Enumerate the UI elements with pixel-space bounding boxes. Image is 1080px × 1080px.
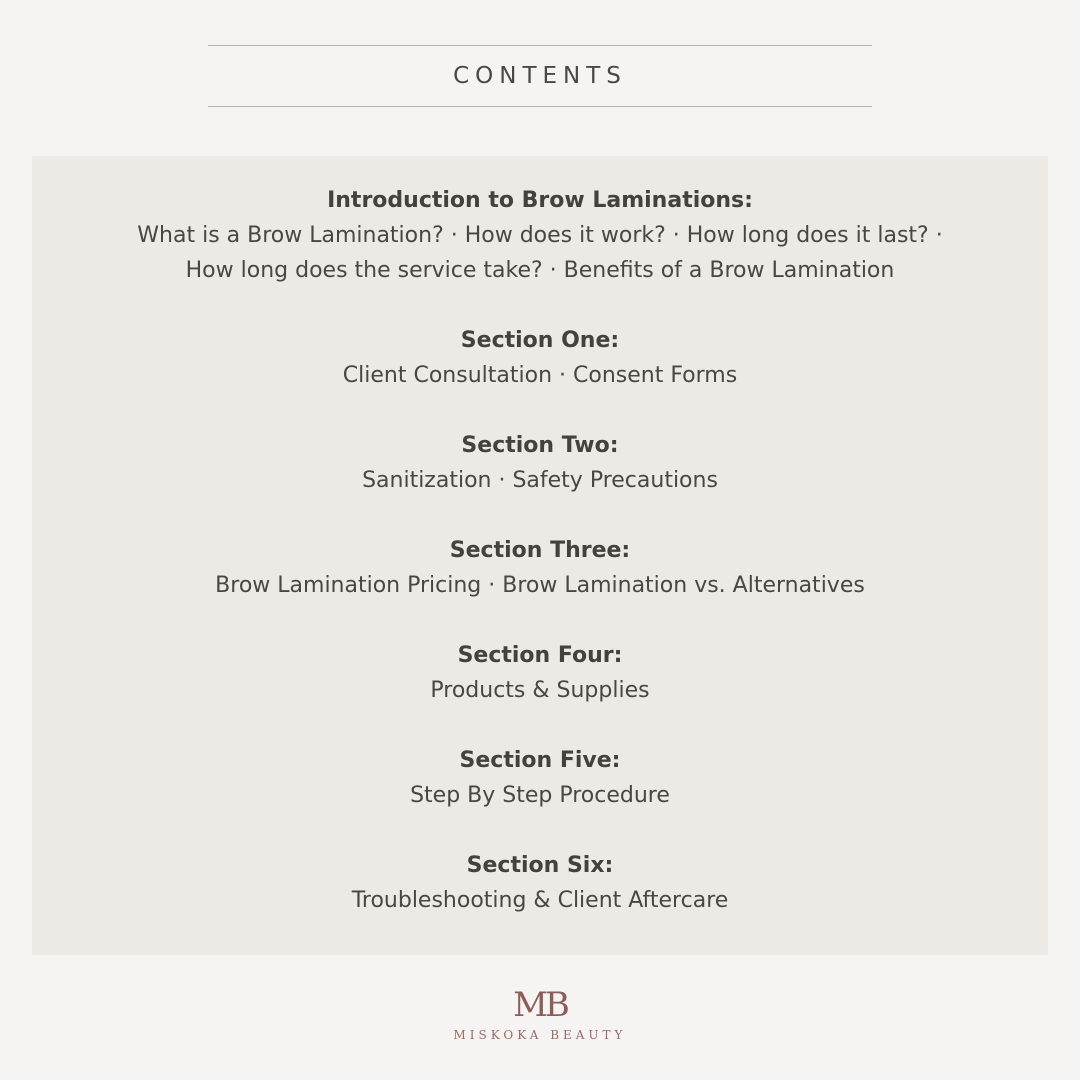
section-two xyxy=(32,428,1048,498)
page-title: CONTENTS xyxy=(453,63,627,89)
header-bottom-rule xyxy=(208,106,872,107)
section-five xyxy=(32,743,1048,813)
section-topics: Troubleshooting & Client Aftercare xyxy=(351,888,729,913)
section-heading: Introduction to Brow Laminations: xyxy=(327,188,753,213)
logo-wordmark: MISKOKA BEAUTY xyxy=(453,1028,627,1042)
logo-monogram: MB xyxy=(513,985,567,1025)
section-topics: How long does the service take? · Benefits of a Brow Lamination xyxy=(185,258,895,283)
section-three xyxy=(32,533,1048,603)
section-topics: Brow Lamination Pricing · Brow Lamination vs. Alternatives xyxy=(215,573,865,598)
section-topics: Products & Supplies xyxy=(430,678,650,703)
section-six xyxy=(32,848,1048,918)
contents-panel xyxy=(32,156,1048,955)
section-topics: Client Consultation · Consent Forms xyxy=(342,363,738,388)
section-heading: Section Six: xyxy=(466,853,614,878)
section-introduction xyxy=(32,183,1048,288)
section-heading: Section Five: xyxy=(459,748,621,773)
section-four xyxy=(32,638,1048,708)
section-one xyxy=(32,323,1048,393)
section-topics: Step By Step Procedure xyxy=(410,783,670,808)
header-top-rule xyxy=(208,45,872,46)
brand-logo xyxy=(0,985,1080,1043)
section-topics: Sanitization · Safety Precautions xyxy=(362,468,718,493)
section-heading: Section Two: xyxy=(461,433,619,458)
section-heading: Section Four: xyxy=(457,643,623,668)
section-heading: Section Three: xyxy=(449,538,631,563)
section-topics: What is a Brow Lamination? · How does it work? · How long does it last? · xyxy=(137,223,943,248)
section-heading: Section One: xyxy=(460,328,620,353)
